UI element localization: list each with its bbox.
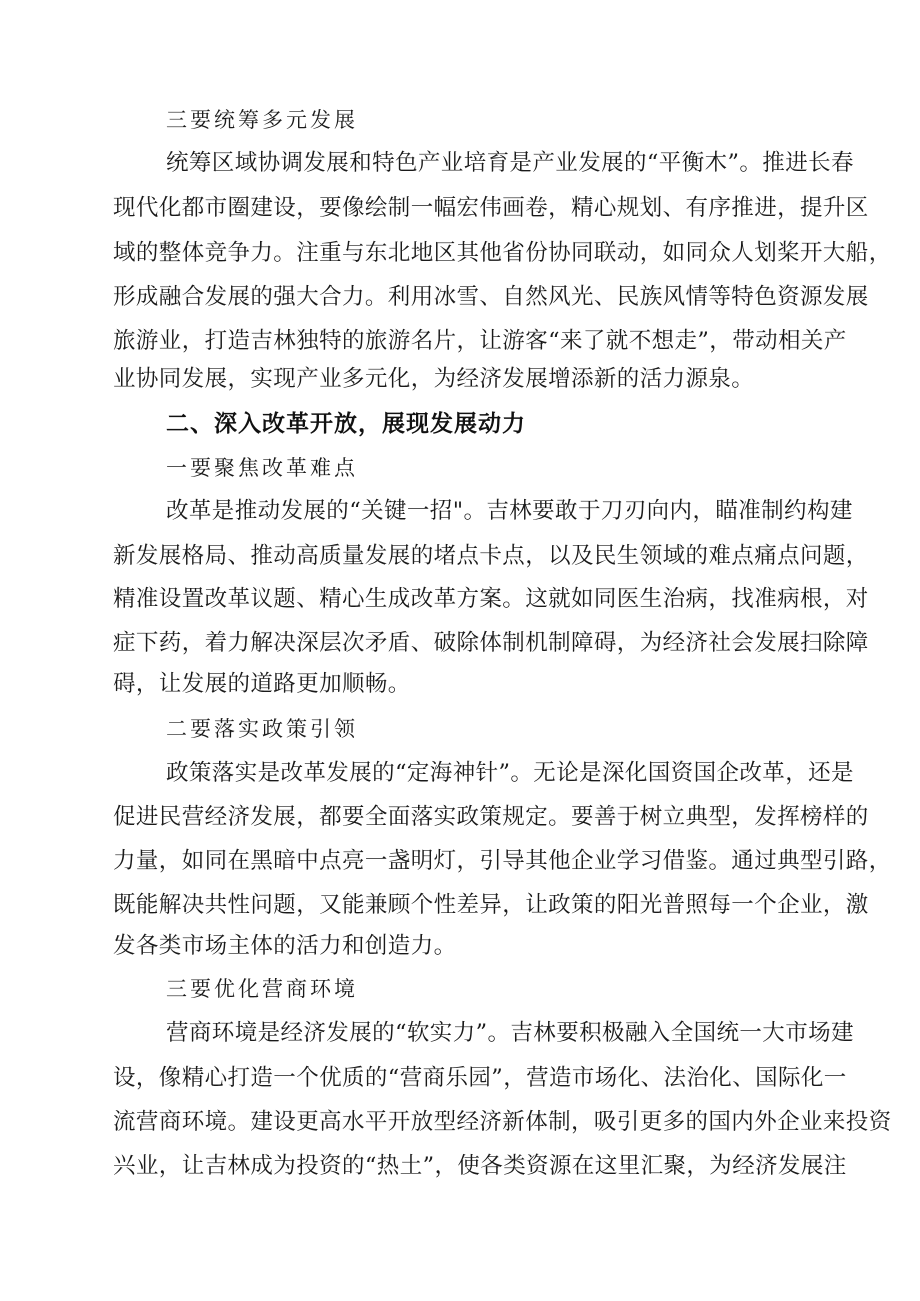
paragraph-line: 症下药，着力解决深层次矛盾、破除体制机制障碍，为经济社会发展扫除障: [113, 630, 869, 656]
paragraph-line: 精准设置改革议题、精心生成改革方案。这就如同医生治病，找准病根，对: [113, 586, 869, 612]
paragraph-line: 营商环境是经济发展的“软实力”。吉林要积极融入全国统一大市场建: [166, 1020, 854, 1046]
paragraph-line: 旅游业，打造吉林独特的旅游名片，让游客“来了就不想走”，带动相关产: [113, 328, 847, 354]
subhead-reform-difficulties: 一要聚焦改革难点: [166, 456, 358, 480]
paragraph-line: 既能解决共性问题，又能兼顾个性差异，让政策的阳光普照每一个企业，激: [113, 892, 869, 918]
paragraph-line: 新发展格局、推动高质量发展的堵点卡点，以及民生领域的难点痛点问题，: [113, 543, 869, 569]
paragraph-line: 流营商环境。建设更高水平开放型经济新体制，吸引更多的国内外企业来投资: [113, 1109, 892, 1135]
paragraph-line: 设，像精心打造一个优质的“营商乐园”，营造市场化、法治化、国际化一: [113, 1065, 847, 1091]
paragraph-line: 统筹区域协调发展和特色产业培育是产业发展的“平衡木”。推进长春: [166, 150, 854, 176]
paragraph-line: 发各类市场主体的活力和创造力。: [113, 933, 457, 959]
paragraph-line: 促进民营经济发展，都要全面落实政策规定。要善于树立典型，发挥榜样的: [113, 804, 869, 830]
paragraph-line: 政策落实是改革发展的“定海神针”。无论是深化国资国企改革，还是: [166, 760, 854, 786]
subhead-business-environment: 三要优化营商环境: [166, 977, 358, 1001]
paragraph-line: 力量，如同在黑暗中点亮一盏明灯，引导其他企业学习借鉴。通过典型引路，: [113, 848, 892, 874]
paragraph-line: 形成融合发展的强大合力。利用冰雪、自然风光、民族风情等特色资源发展: [113, 284, 869, 310]
paragraph-line: 兴业，让吉林成为投资的“热土”，使各类资源在这里汇聚，为经济发展注: [113, 1153, 847, 1179]
subhead-coordinate-development: 三要统筹多元发展: [166, 108, 358, 132]
section-heading: 二、深入改革开放，展现发展动力: [166, 411, 526, 437]
subhead-policy-guidance: 二要落实政策引领: [166, 717, 358, 741]
paragraph-line: 业协同发展，实现产业多元化，为经济发展增添新的活力源泉。: [113, 366, 755, 392]
paragraph-line: 域的整体竞争力。注重与东北地区其他省份协同联动，如同众人划桨开大船，: [113, 240, 892, 266]
paragraph-line: 改革是推动发展的“关键一招"。吉林要敢于刀刃向内，瞄准制约构建: [166, 498, 853, 524]
paragraph-line: 现代化都市圈建设，要像绘制一幅宏伟画卷，精心规划、有序推进，提升区: [113, 195, 869, 221]
paragraph-line: 碍，让发展的道路更加顺畅。: [113, 671, 411, 697]
